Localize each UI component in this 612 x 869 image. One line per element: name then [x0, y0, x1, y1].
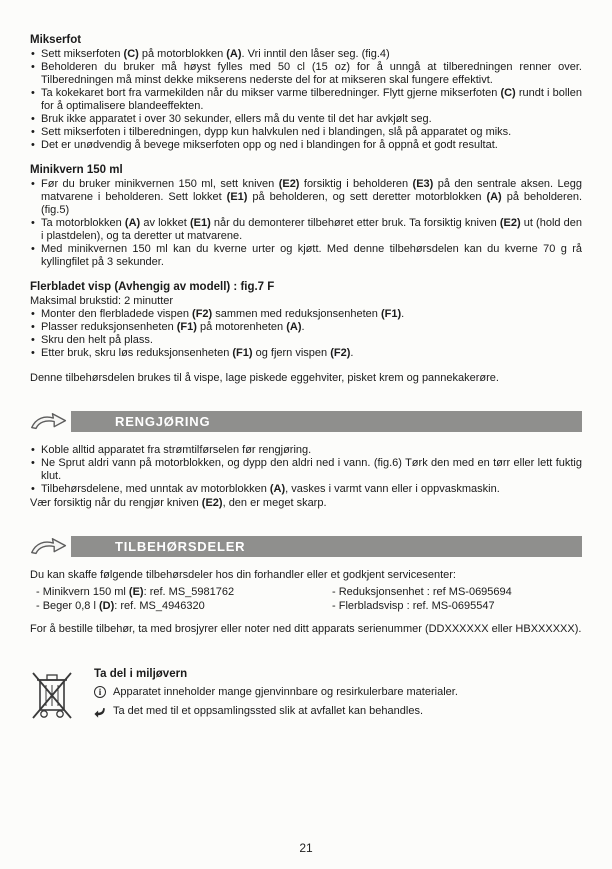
accessories-section-header — [30, 536, 582, 557]
environment-line2-text: Ta det med til et oppsamlingssted slik at avfallet kan behandles. — [113, 705, 424, 717]
accessory-item: - Flerbladsvisp : ref. MS-0695547 — [332, 600, 495, 612]
section-mikserfot-title: Mikserfot — [30, 34, 82, 46]
arrow-swoosh-icon — [30, 411, 68, 432]
accessories-banner: TILBEHØRSDELER — [71, 536, 582, 557]
environment-section — [30, 666, 582, 726]
arrow-swoosh-icon — [30, 536, 68, 557]
section-minikvern — [30, 164, 582, 269]
bullet-item: • Sett mikserfoten (C) på motorblokken (A). Vri inntil den låser seg. (fig.4) — [30, 48, 582, 61]
bullet-item: • Ta kokekaret bort fra varmekilden når du mikser varme tilberedninger. Flytt gjerne mikserfoten (C) rundt i bollen for å optimalisere blandeeffekten. — [30, 87, 582, 113]
section-minikvern-title: Minikvern 150 ml — [30, 164, 123, 176]
accessory-item: - Beger 0,8 l (D): ref. MS_4946320 — [36, 600, 205, 612]
bullet-item: • Monter den flerbladede vispen (F2) sammen med reduksjonsenheten (F1). — [30, 308, 582, 321]
section-mikserfot — [30, 34, 582, 152]
bullet-item: • Koble alltid apparatet fra strømtilførselen før rengjøring. — [30, 444, 582, 457]
order-note: For å bestille tilbehør, ta med brosjyrer eller noter ned ditt apparats serienummer (DDXXXXXX eller HBXXXXXX). — [30, 623, 582, 635]
bullet-item: • Det er unødvendig å bevege mikserfoten opp og ned i blandingen for å oppnå et godt resultat. — [30, 139, 582, 152]
bullet-item: • Plasser reduksjonsenheten (F1) på motorenheten (A). — [30, 321, 582, 334]
bullet-item: • Ne Sprut aldri vann på motorblokken, og dypp den aldri ned i vann. (fig.6) Tørk den med en tørr eller lett fuktig klut. — [30, 457, 582, 483]
bullet-item: • Med minikvernen 150 ml kan du kverne urter og kjøtt. Med denne tilbehørsdelen kan du kverne 70 g rå kyllingfilet på 3 sekunder. — [30, 243, 582, 269]
accessories-column-left — [36, 585, 332, 613]
accessory-item: - Minikvern 150 ml (E): ref. MS_5981762 — [36, 586, 235, 598]
page-number: 21 — [299, 841, 313, 855]
section-visp-title: Flerbladet visp (Avhengig av modell) : fig.7 F — [30, 281, 275, 293]
bullet-item: • Bruk ikke apparatet i over 30 sekunder, ellers må du vente til det har avkjølt seg. — [30, 113, 582, 126]
info-icon: i — [94, 686, 106, 698]
max-usage-time: Maksimal brukstid: 2 minutter — [30, 295, 174, 307]
environment-line1-text: Apparatet inneholder mange gjenvinnbare og resirkulerbare materialer. — [113, 686, 458, 698]
bullet-item: • Før du bruker minikvernen 150 ml, sett kniven (E2) forsiktig i beholderen (E3) på den sentrale aksen. Legg matvarene i beholderen. Sett lokket (E1) på beholderen, og sett deretter motorblokken (A) på beholderen. (fig.5) — [30, 178, 582, 217]
bullet-item: • Etter bruk, skru løs reduksjonsenheten (F1) og fjern vispen (F2). — [30, 347, 582, 360]
knife-warning: Vær forsiktig når du rengjør kniven (E2), den er meget skarp. — [30, 497, 327, 509]
section-accessories — [30, 569, 582, 636]
accessories-column-right — [332, 585, 512, 613]
bullet-item: • Beholderen du bruker må høyst fylles med 50 cl (15 oz) for å unngå at tilberedningen renner over. Tilberedningen må minst dekke mikserens nederste del for at mikseren skal fungere effektivt. — [30, 61, 582, 87]
return-arrow-icon — [94, 706, 106, 718]
accessories-intro: Du kan skaffe følgende tilbehørsdeler hos din forhandler eller et godkjent servicesenter: — [30, 569, 456, 581]
section-cleaning — [30, 444, 582, 510]
environment-line — [94, 686, 582, 699]
accessory-item: - Reduksjonsenhet : ref MS-0695694 — [332, 586, 512, 598]
bullet-item: • Ta motorblokken (A) av lokket (E1) når du demonterer tilbehøret etter bruk. Ta forsiktig kniven (E2) ut (hold den i plastdelen), og ta deretter ut matvarene. — [30, 217, 582, 243]
environment-content — [94, 666, 582, 726]
crossed-out-wheelie-bin-icon — [30, 666, 94, 726]
environment-line — [94, 705, 582, 718]
environment-title: Ta del i miljøvern — [94, 668, 188, 680]
cleaning-banner: RENGJØRING — [71, 411, 582, 432]
accessories-list — [36, 585, 582, 613]
cleaning-section-header — [30, 411, 582, 432]
bullet-item: • Skru den helt på plass. — [30, 334, 582, 347]
visp-usage-note: Denne tilbehørsdelen brukes til å vispe, lage piskede eggehviter, pisket krem og pannekakerøre. — [30, 372, 499, 384]
bullet-item: • Tilbehørsdelene, med unntak av motorblokken (A), vaskes i varmt vann eller i oppvaskmaskin. — [30, 483, 582, 496]
bullet-item: • Sett mikserfoten i tilberedningen, dypp kun halvkulen ned i blandingen, slå på apparatet og miks. — [30, 126, 582, 139]
section-visp — [30, 281, 582, 385]
